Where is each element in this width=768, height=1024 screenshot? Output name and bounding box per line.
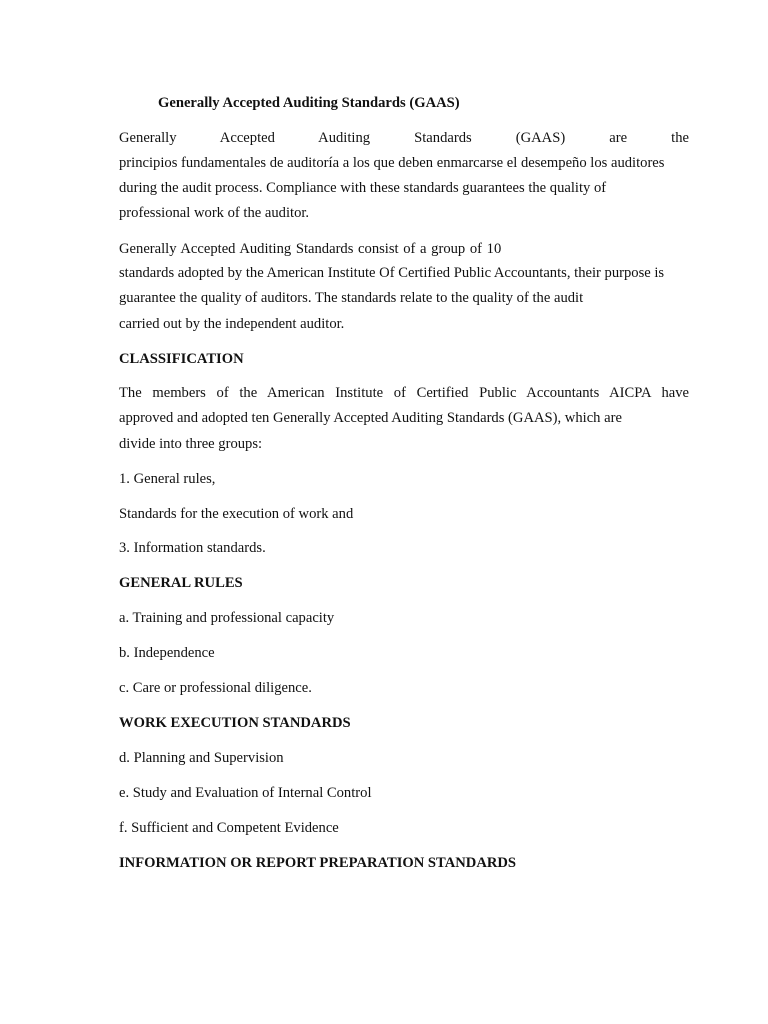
text-line: standards adopted by the American Institute Of Certified Public Accountants, their purpose is [119,265,665,281]
text-line: during the audit process. Compliance with these standards guarantees the quality of [119,180,607,196]
document-title: Generally Accepted Auditing Standards (GAAS) [158,95,460,111]
list-item: c. Care or professional diligence. [119,680,312,696]
list-item: a. Training and professional capacity [119,610,335,626]
list-item: b. Independence [119,645,215,661]
text-line: Generally Accepted Auditing Standards (GAAS) are the [119,130,689,146]
text-line: Generally Accepted Auditing Standards consist of a group of 10 [119,241,502,257]
list-item: f. Sufficient and Competent Evidence [119,820,339,836]
text-line: guarantee the quality of auditors. The standards relate to the quality of the audit [119,290,584,306]
work-execution-heading: WORK EXECUTION STANDARDS [119,715,351,731]
information-heading: INFORMATION OR REPORT PREPARATION STANDARDS [119,855,517,871]
text-line: approved and adopted ten Generally Accepted Auditing Standards (GAAS), which are [119,410,622,426]
list-item: d. Planning and Supervision [119,750,284,766]
text-line: divide into three groups: [119,436,263,452]
text-line: professional work of the auditor. [119,205,310,221]
list-item: 1. General rules, [119,471,216,487]
classification-heading: CLASSIFICATION [119,351,244,367]
list-item: 3. Information standards. [119,540,266,556]
text-line: The members of the American Institute of Certified Public Accountants AICPA have [119,385,689,401]
text-line: carried out by the independent auditor. [119,316,345,332]
general-rules-heading: GENERAL RULES [119,575,243,591]
list-item: Standards for the execution of work and [119,506,354,522]
list-item: e. Study and Evaluation of Internal Control [119,785,372,801]
text-line: principios fundamentales de auditoría a los que deben enmarcarse el desempeño los auditores [119,155,665,171]
